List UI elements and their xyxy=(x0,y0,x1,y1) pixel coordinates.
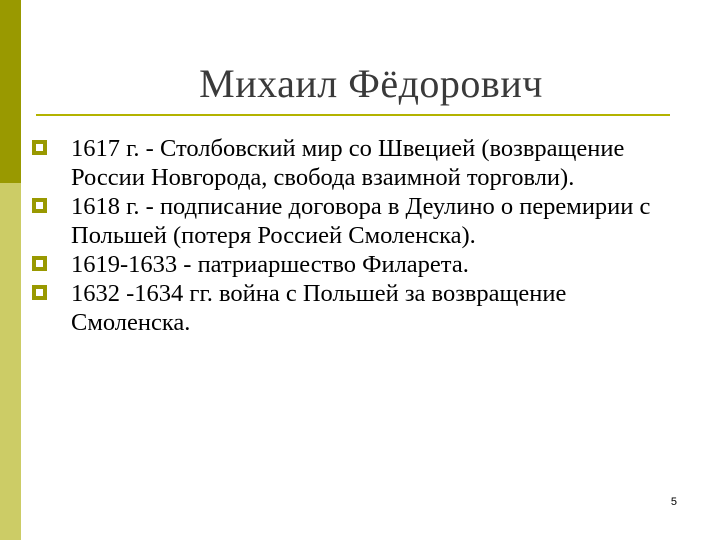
bullet-text: 1617 г. - Столбовский мир со Швецией (возвращение России Новгорода, свобода взаимной торговли). xyxy=(71,135,625,191)
bullet-text: 1619-1633 - патриаршество Филарета. xyxy=(71,251,469,278)
sidebar-stripe-light xyxy=(0,183,21,540)
bullet-text: 1632 -1634 гг. война с Польшей за возвращение Смоленска. xyxy=(71,280,567,336)
page-number: 5 xyxy=(670,496,677,508)
hollow-square-bullet-icon xyxy=(32,256,47,271)
hollow-square-bullet-icon xyxy=(32,198,47,213)
bullet-item xyxy=(32,134,672,192)
bullet-item xyxy=(32,279,672,337)
hollow-square-bullet-icon xyxy=(32,285,47,300)
sidebar-stripe-dark xyxy=(0,0,21,183)
bullet-item xyxy=(32,192,672,250)
bullet-item xyxy=(32,250,672,279)
hollow-square-bullet-icon xyxy=(32,140,47,155)
title-underline xyxy=(36,114,670,116)
bullet-text: 1618 г. - подписание договора в Деулино о перемирии с Польшей (потеря Россией Смоленска). xyxy=(71,193,651,249)
slide-title: Михаил Фёдорович xyxy=(199,61,543,106)
bullet-list xyxy=(32,134,672,337)
